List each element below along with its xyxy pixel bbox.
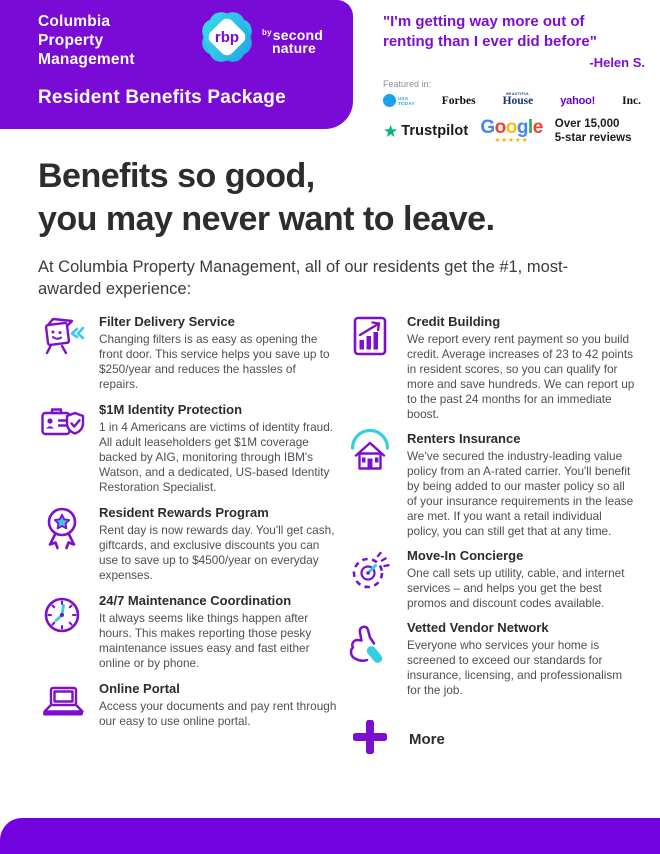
benefit-description: Rent day is now rewards day. You'll get cash, giftcards, and exclusive discounts you can use to save up to $4500/year on everyday expenses. bbox=[99, 523, 335, 582]
logo-second-text: second bbox=[272, 27, 323, 43]
benefit-credit-building bbox=[346, 312, 654, 422]
renters-insurance-house-icon bbox=[346, 429, 394, 477]
google-stars-icon: ★★★★★ bbox=[494, 136, 529, 144]
forbes-logo: Forbes bbox=[441, 94, 476, 107]
maintenance-clock-icon bbox=[38, 591, 86, 639]
benefit-title: Filter Delivery Service bbox=[99, 314, 235, 329]
benefit-description: Access your documents and pay rent through our easy to use online portal. bbox=[99, 699, 337, 728]
plus-icon bbox=[350, 717, 390, 762]
filter-delivery-icon bbox=[38, 312, 86, 360]
benefit-description: It always seems like things happen after hours. This makes reporting those pesky maintenance issues easy and fast either online or by phone. bbox=[99, 611, 312, 670]
testimonial-block bbox=[383, 12, 651, 145]
online-portal-laptop-icon bbox=[38, 679, 86, 727]
vetted-vendor-thumbs-up-icon bbox=[346, 618, 394, 666]
benefit-description: We've secured the industry-leading value policy from an A-rated carrier. You'll benefit by being added to our master policy so all of your insurance requirements in the lease are met. If you want a retail individual policy, you can still get that at any time. bbox=[407, 449, 634, 538]
benefit-description: Changing filters is as easy as opening the front door. This service helps you save up to $250/year and reduces the hassles of repairs. bbox=[99, 332, 330, 391]
headline-line: Benefits so good, bbox=[38, 157, 315, 195]
benefit-description: Everyone who services your home is screened to exceed our standards for insurance, licensing, and professionalism for the job. bbox=[407, 638, 623, 697]
quote-line: renting than I ever did before" bbox=[383, 33, 597, 50]
testimonial-quote bbox=[383, 12, 651, 52]
rbp-logo-icon bbox=[200, 10, 254, 64]
testimonial-attribution: -Helen S. bbox=[589, 55, 645, 70]
usa-today-text: USA TODAY bbox=[398, 95, 415, 106]
benefit-online-portal bbox=[38, 679, 338, 729]
benefit-maintenance bbox=[38, 591, 338, 671]
resident-rewards-icon bbox=[38, 503, 86, 551]
second-nature-logo bbox=[262, 26, 323, 55]
benefit-title: 24/7 Maintenance Coordination bbox=[99, 593, 292, 608]
benefit-title: Vetted Vendor Network bbox=[407, 620, 549, 635]
more-label: More bbox=[409, 731, 445, 748]
benefit-renters-insurance bbox=[346, 429, 654, 539]
subheadline: At Columbia Property Management, all of our residents get the #1, most-awarded experience: bbox=[38, 258, 569, 298]
more-benefits bbox=[350, 717, 654, 762]
inc-logo: Inc. bbox=[622, 94, 641, 107]
benefits-right-column bbox=[346, 312, 654, 762]
usa-today-circle-icon bbox=[383, 94, 396, 107]
logo-nature-text: nature bbox=[272, 40, 316, 56]
benefit-title: $1M Identity Protection bbox=[99, 402, 243, 417]
package-title: Resident Benefits Package bbox=[38, 87, 286, 108]
brand-line: Management bbox=[38, 51, 135, 68]
benefit-filter-delivery bbox=[38, 312, 338, 392]
trustpilot-logo: ★ Trustpilot bbox=[383, 121, 469, 141]
quote-line: "I'm getting way more out of bbox=[383, 13, 585, 30]
benefit-vetted-vendor bbox=[346, 618, 654, 698]
google-logo bbox=[480, 118, 542, 145]
headline-line: you may never want to leave. bbox=[38, 200, 495, 238]
main-headline bbox=[38, 155, 495, 241]
identity-protection-icon bbox=[38, 400, 86, 448]
brand-name bbox=[38, 12, 135, 69]
header bbox=[0, 0, 353, 129]
brand-line: Columbia bbox=[38, 13, 111, 30]
usa-today-logo bbox=[383, 94, 415, 107]
review-count: Over 15,000 5-star reviews bbox=[554, 118, 632, 144]
yahoo-logo: yahoo! bbox=[560, 94, 596, 107]
trustpilot-star-icon: ★ bbox=[383, 121, 399, 141]
benefit-description: We report every rent payment so you build credit. Average increases of 23 to 42 points in resident scores, so you can qualify for more and save hundreds. We can report up to the past 24 months for an immediate boost. bbox=[407, 332, 635, 421]
footer-bar bbox=[0, 818, 660, 854]
benefit-title: Resident Rewards Program bbox=[99, 505, 269, 520]
logo-by-text: by bbox=[262, 28, 272, 37]
google-wordmark: Google bbox=[480, 116, 543, 138]
credit-building-chart-icon bbox=[346, 312, 394, 360]
benefit-description: One call sets up utility, cable, and internet services – and helps you get the best promos and discount codes available. bbox=[407, 566, 625, 610]
featured-in-label: Featured in: bbox=[383, 79, 432, 89]
benefit-identity-protection bbox=[38, 400, 338, 495]
rbp-logo-text: rbp bbox=[214, 28, 240, 46]
benefit-description: 1 in 4 Americans are victims of identity fraud. All adult leaseholders get $1M coverage backed by AIG, monitoring through IBM's Watson, and a dedicated, US-based Identity Restoration Specialist. bbox=[99, 420, 334, 494]
benefit-title: Online Portal bbox=[99, 681, 180, 696]
reviews-row bbox=[383, 117, 651, 145]
benefit-title: Move-In Concierge bbox=[407, 548, 524, 563]
featured-logos-row bbox=[383, 91, 641, 107]
benefit-title: Credit Building bbox=[407, 314, 501, 329]
benefit-move-in-concierge bbox=[346, 546, 654, 611]
house-beautiful-logo: BEAUTIFUL House bbox=[502, 91, 534, 107]
benefit-title: Renters Insurance bbox=[407, 431, 521, 446]
benefit-resident-rewards bbox=[38, 503, 338, 583]
benefits-grid bbox=[38, 312, 654, 762]
benefits-left-column bbox=[38, 312, 338, 762]
move-in-concierge-dial-icon bbox=[346, 546, 394, 594]
brand-line: Property bbox=[38, 32, 104, 49]
